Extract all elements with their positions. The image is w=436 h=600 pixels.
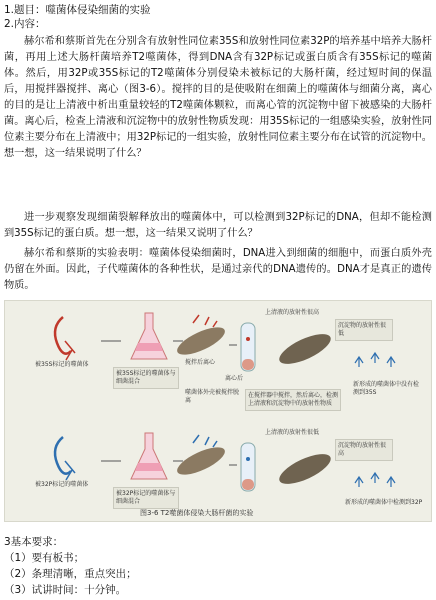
bottom-flask-box: 被32P标记的噬菌体与细菌混合 [113,487,179,509]
phage-red-icon [55,317,75,360]
flask-bottom-icon [131,433,167,479]
requirement-item-1: （1）要有板书； [4,552,85,564]
tube-bottom-icon [241,443,255,491]
top-flask-box: 被35S标记的噬菌体与细菌混合 [113,367,179,389]
content-heading: 2.内容： [4,18,46,30]
paragraph-1: 赫尔希和蔡斯首先在分别含有放射性同位素35S和放射性同位素32P的培养基中培养大肠杆菌，再用上述大肠杆菌培养T2噬菌体，得到DNA含有32P标记或蛋白质含有35S标记的噬菌体。然后，用32P或35S标记的T2噬菌体分别侵染未被标记的大肠杆菌，经过短时间的保温后，用搅拌器搅拌、离心（图3-6）。搅拌的目的是使吸附在细菌上的噬菌体与细菌分离，离心的目的是让上清液中析出重量较轻的T2噬菌体颗粒，而离心管的沉淀物中留下被感染的大肠杆菌。离心后，检查上清液和沉淀物中的放射性物质发现：用35S标记的一组感染实验，放射性同位素主要分布在上清液中；用32P标记的一组实验，放射性同位素主要分布在试管的沉淀物中。想一想，这一结果说明了什么？ [4,36,432,159]
paragraph-2: 进一步观察发现细菌裂解释放出的噬菌体中，可以检测到32P标记的DNA，但却不能检测到35S标记的蛋白质。想一想，这一结果又说明了什么？ [4,212,432,239]
figure-caption: 图3-6 T2噬菌体侵染大肠杆菌的实验 [140,509,254,517]
title-line: 1.题目：噬菌体侵染细菌的实验 [4,4,151,16]
top-supernatant-label: 上清液的放射性很高 [265,309,320,316]
requirement-item-3: （3）试讲时间：十分钟。 [4,584,127,596]
bottom-supernatant-label: 上清液的放射性很低 [265,429,320,436]
top-phage-label: 被35S标记的噬菌体 [35,361,89,368]
experiment-figure [4,300,432,522]
top-note-shell: 噬菌体外壳被搅拌脱离 [185,389,240,404]
flask-top-icon [131,313,167,359]
top-centrifuge-label: 离心后 [225,375,244,382]
bacterium-later-bottom-icon [275,448,334,490]
top-stir-label: 搅拌后离心 [185,359,216,366]
tube-top-icon [241,323,255,371]
bottom-phage-label: 被32P标记的噬菌体 [35,481,89,488]
phage-blue-icon [55,437,75,480]
paragraph-3: 赫尔希和蔡斯的实验表明：噬菌体侵染细菌时，DNA进入到细菌的细胞中，而蛋白质外壳仍留在外面。因此，子代噬菌体的各种性状，是通过亲代的DNA遗传的。DNA才是真正的遗传物质。 [4,248,432,291]
bottom-precipitate-box: 沉淀物的放射性很高 [335,439,393,461]
bacterium-bottom-icon [174,435,229,480]
bottom-note-result: 新形成的噬菌体中检测到32P [345,499,423,506]
top-note-result: 新形成的噬菌体中没有检测到35S [353,381,420,396]
offspring-bottom-icon [355,473,395,487]
requirement-item-2: （2）条理清晰，重点突出； [4,568,137,580]
requirements-heading: 3基本要求： [4,536,64,548]
top-note-process: 在搅拌器中搅拌，然后离心，检测上清液和沉淀物中的放射性物质 [245,389,341,411]
bacterium-later-top-icon [275,328,334,370]
top-precipitate-box: 沉淀物的放射性很低 [335,319,393,341]
bacterium-top-icon [174,315,229,360]
offspring-top-icon [355,353,395,367]
